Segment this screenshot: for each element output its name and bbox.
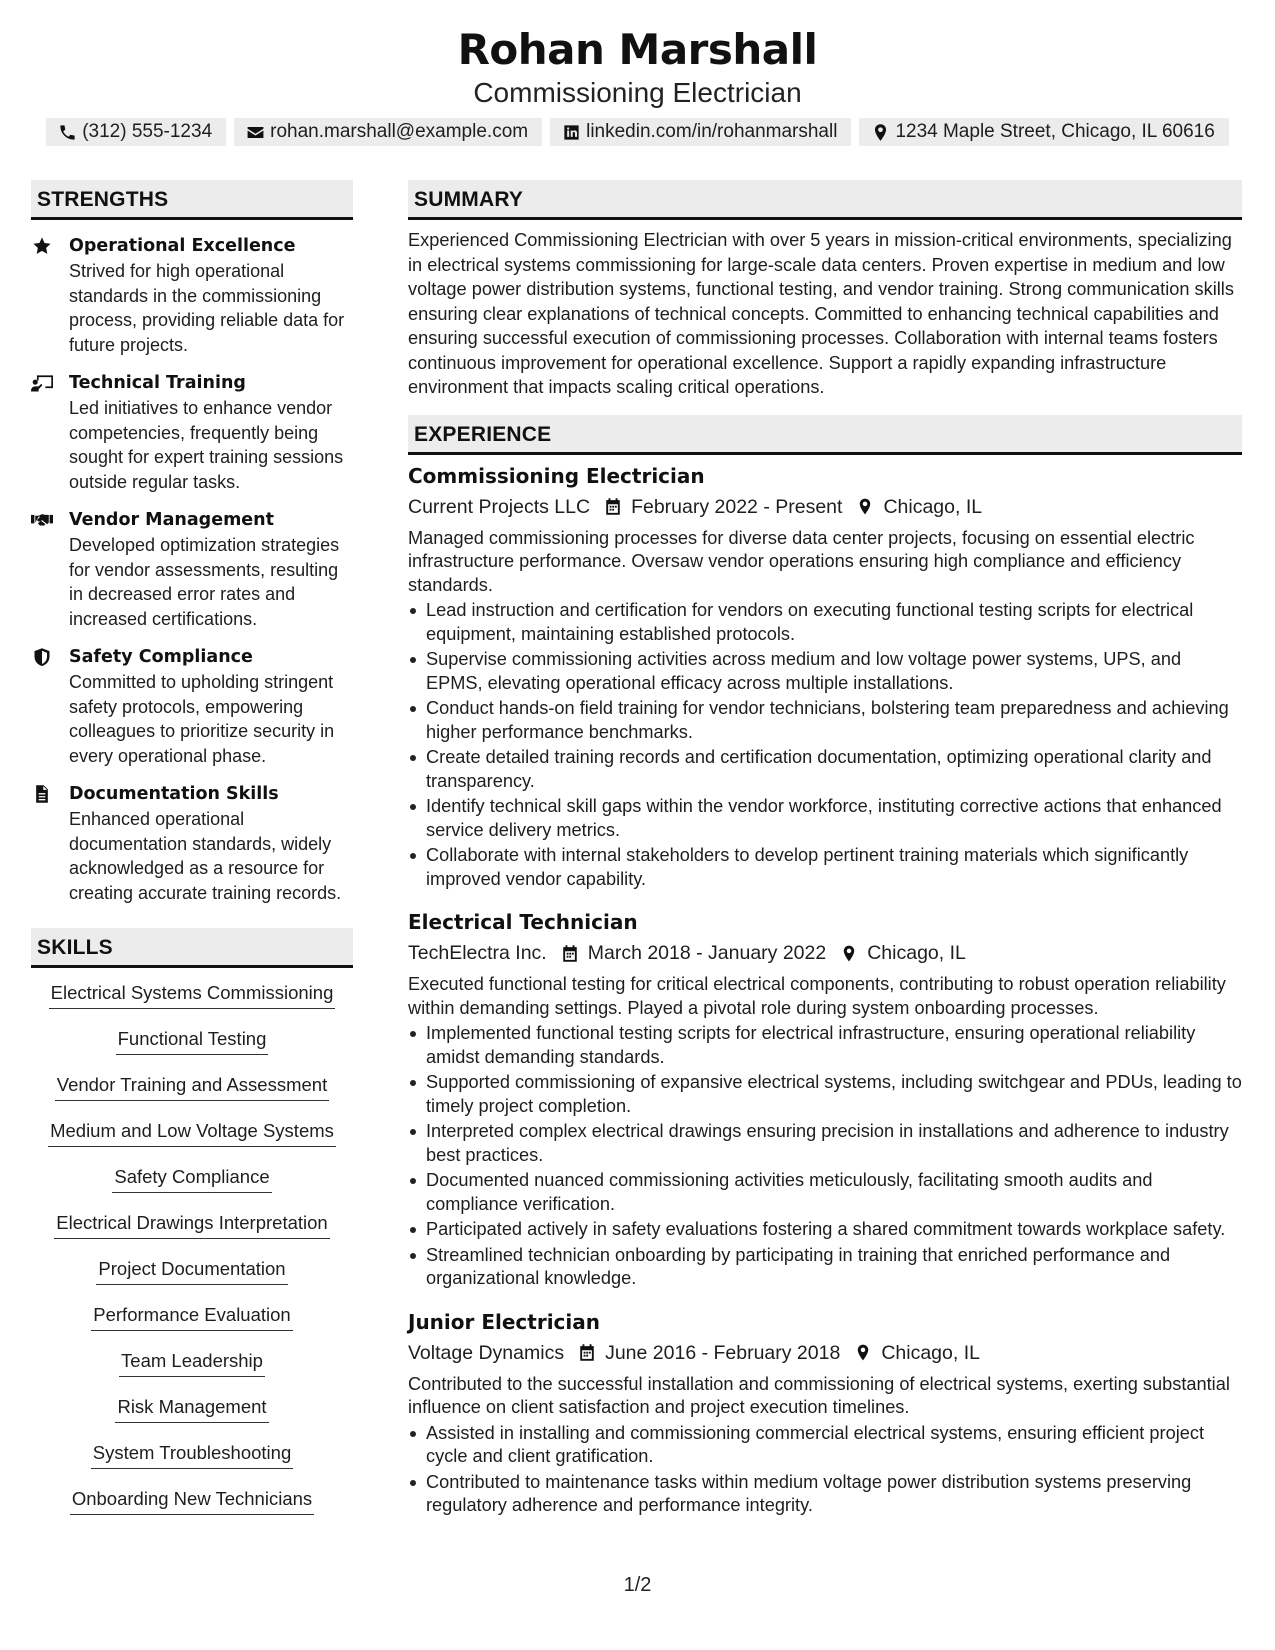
strength-item	[31, 781, 353, 905]
job-bullet: Create detailed training records and certification documentation, optimizing operational clarity and transparency.	[408, 746, 1242, 793]
strength-title: Vendor Management	[69, 510, 275, 530]
job-description: Executed functional testing for critical electrical components, contributing to robust operation reliability within demanding settings. Played a pivotal role during system onboarding processes.	[408, 974, 1226, 1018]
strength-description: Strived for high operational standards in the commissioning process, providing reliable data for future projects.	[69, 261, 345, 355]
calendar-icon	[578, 1343, 596, 1362]
skills-heading: SKILLS	[31, 928, 353, 968]
strength-title: Safety Compliance	[69, 647, 253, 667]
job-title: Junior Electrician	[408, 1309, 601, 1334]
summary-text: Experienced Commissioning Electrician with over 5 years in mission-critical environments, specializing in electrical systems commissioning for large-scale data centers. Proven expertise in medium and low voltage power distribution systems, functional testing, and vendor training. Strong communication skills ensuring clear explanations of technical concepts. Committed to enhancing technical capabilities and ensuring successful execution of commissioning processes. Collaboration with internal teams fosters continuous improvement for operational excellence. Support a rapidly expanding infrastructure environment that impacts scaling critical operations.	[408, 230, 1234, 397]
experience-heading: EXPERIENCE	[408, 415, 1242, 455]
right-column	[408, 180, 1242, 1518]
job-description: Managed commissioning processes for diverse data center projects, focusing on essential electric infrastructure performance. Oversaw vendor operations ensuring high compliance and efficiency standards.	[408, 527, 1195, 595]
handshake-icon	[31, 510, 53, 530]
map-pin-icon	[840, 944, 858, 963]
contact-phone[interactable]	[46, 118, 226, 146]
contact-bar	[0, 118, 1275, 146]
strength-description: Developed optimization strategies for vendor assessments, resulting in decreased error rates and increased certifications.	[69, 535, 340, 629]
summary-heading: SUMMARY	[408, 180, 1242, 220]
document-icon	[31, 784, 53, 804]
job-bullets	[408, 1422, 1242, 1518]
job-meta	[408, 938, 1242, 968]
job-bullets	[408, 599, 1242, 891]
map-pin-icon	[856, 497, 874, 516]
job-entry	[408, 1307, 1242, 1518]
job-meta	[408, 1338, 1242, 1368]
map-pin-icon	[871, 123, 890, 142]
strength-description: Led initiatives to enhance vendor competencies, frequently being sought for expert training sessions outside regular tasks.	[69, 398, 344, 492]
job-bullet: Documented nuanced commissioning activities meticulously, facilitating smooth audits and compliance verification.	[408, 1169, 1242, 1216]
job-title: Electrical Technician	[408, 910, 638, 934]
skill-item: Vendor Training and Assessment	[55, 1072, 329, 1101]
strength-item	[31, 507, 353, 631]
resume-header	[0, 22, 1275, 146]
job-bullet: Supported commissioning of expansive electrical systems, including switchgear and PDUs, leading to timely project completion.	[408, 1071, 1242, 1118]
job-location: Chicago, IL	[867, 942, 966, 964]
skill-item: Safety Compliance	[112, 1164, 271, 1193]
contact-linkedin[interactable]	[550, 118, 851, 146]
job-dates: February 2022 - Present	[631, 495, 843, 518]
skills-list	[31, 980, 353, 1532]
linkedin-icon	[562, 123, 581, 142]
contact-address-text: 1234 Maple Street, Chicago, IL 60616	[895, 121, 1215, 142]
shield-icon	[31, 647, 53, 667]
strength-title: Operational Excellence	[69, 236, 296, 256]
job-company: Voltage Dynamics	[408, 1341, 565, 1364]
job-description: Contributed to the successful installation and commissioning of electrical systems, exerting substantial influence on client satisfaction and project execution timelines.	[408, 1373, 1230, 1417]
job-bullet: Conduct hands-on field training for vendor technicians, bolstering team preparedness and achieving higher performance benchmarks.	[408, 697, 1242, 744]
strength-item	[31, 644, 353, 768]
phone-icon	[58, 123, 77, 142]
skill-item: System Troubleshooting	[91, 1440, 293, 1469]
strength-item	[31, 370, 353, 494]
contact-linkedin-text: linkedin.com/in/rohanmarshall	[586, 121, 838, 142]
chalkboard-teacher-icon	[31, 373, 53, 393]
job-dates: March 2018 - January 2022	[587, 942, 827, 964]
job-bullet: Collaborate with internal stakeholders to develop pertinent training materials which significantly improved vendor capability.	[408, 844, 1242, 891]
skill-item: Functional Testing	[116, 1026, 269, 1055]
skill-item: Medium and Low Voltage Systems	[48, 1118, 336, 1147]
page-number: 1/2	[623, 1574, 652, 1596]
strength-title: Documentation Skills	[69, 784, 279, 804]
contact-email[interactable]	[234, 118, 542, 146]
strength-description: Enhanced operational documentation standards, widely acknowledged as a resource for creating accurate training records.	[69, 809, 342, 903]
job-bullet: Participated actively in safety evaluations fostering a shared commitment towards workplace safety.	[408, 1218, 1242, 1242]
job-bullet: Streamlined technician onboarding by participating in training that enriched performance and organizational knowledge.	[408, 1244, 1242, 1291]
calendar-icon	[561, 944, 579, 963]
job-dates: June 2016 - February 2018	[605, 1341, 841, 1364]
strength-item	[31, 233, 353, 357]
job-bullet: Assisted in installing and commissioning commercial electrical systems, ensuring efficient project cycle and client gratification.	[408, 1422, 1242, 1469]
skill-item: Risk Management	[115, 1394, 268, 1423]
job-title: Commissioning Electrician	[408, 463, 705, 488]
job-location: Chicago, IL	[881, 1341, 980, 1364]
job-meta	[408, 492, 1242, 522]
job-bullet: Implemented functional testing scripts for electrical infrastructure, ensuring operational reliability amidst demanding standards.	[408, 1022, 1242, 1069]
job-company: TechElectra Inc.	[408, 942, 547, 964]
job-bullet: Contributed to maintenance tasks within medium voltage power distribution systems preserving regulatory adherence and performance integrity.	[408, 1471, 1242, 1518]
skill-item: Project Documentation	[96, 1256, 287, 1285]
candidate-title: Commissioning Electrician	[473, 77, 802, 108]
contact-phone-text: (312) 555-1234	[82, 121, 213, 142]
job-company: Current Projects LLC	[408, 495, 591, 518]
skill-item: Team Leadership	[119, 1348, 265, 1377]
job-bullet: Lead instruction and certification for vendors on executing functional testing scripts for electrical equipment, maintaining established protocols.	[408, 599, 1242, 646]
skill-item: Onboarding New Technicians	[70, 1486, 314, 1515]
skill-item: Electrical Drawings Interpretation	[54, 1210, 329, 1239]
candidate-name: Rohan Marshall	[457, 25, 818, 74]
job-entry	[408, 907, 1242, 1291]
strengths-heading: STRENGTHS	[31, 180, 353, 220]
left-column	[31, 180, 353, 1532]
job-bullets	[408, 1022, 1242, 1291]
skill-item: Electrical Systems Commissioning	[49, 980, 336, 1009]
envelope-icon	[246, 123, 265, 142]
job-bullet: Interpreted complex electrical drawings ensuring precision in installations and adherence to industry best practices.	[408, 1120, 1242, 1167]
map-pin-icon	[854, 1343, 872, 1362]
contact-email-text: rohan.marshall@example.com	[270, 121, 529, 142]
star-icon	[31, 236, 53, 256]
job-bullet: Supervise commissioning activities across medium and low voltage power systems, UPS, and EPMS, elevating operational efficacy across multiple installations.	[408, 648, 1242, 695]
job-entry	[408, 461, 1242, 892]
job-location: Chicago, IL	[883, 495, 983, 518]
contact-address[interactable]	[859, 118, 1228, 146]
strength-title: Technical Training	[69, 373, 246, 393]
job-bullet: Identify technical skill gaps within the vendor workforce, instituting corrective actions that enhanced service delivery metrics.	[408, 795, 1242, 842]
calendar-icon	[604, 497, 622, 516]
strength-description: Committed to upholding stringent safety protocols, empowering colleagues to prioritize security in every operational phase.	[69, 672, 335, 766]
skill-item: Performance Evaluation	[91, 1302, 292, 1331]
